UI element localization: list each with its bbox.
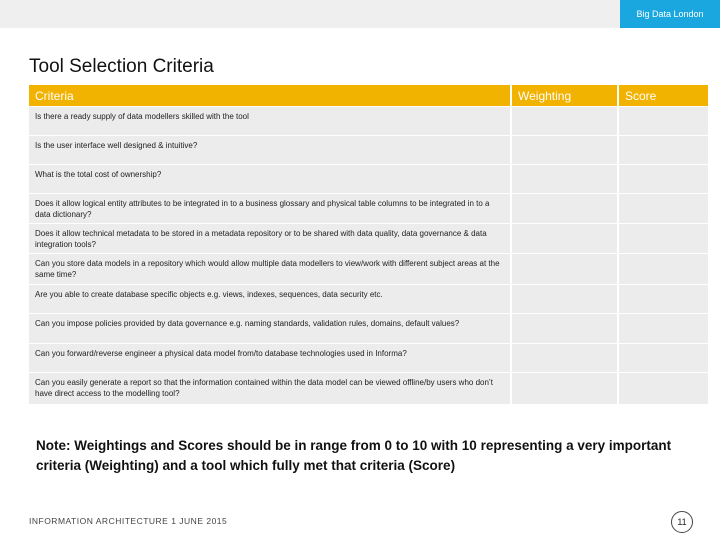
criteria-cell: Is the user interface well designed & intuitive? <box>29 135 510 164</box>
weighting-cell[interactable] <box>510 343 617 372</box>
score-cell[interactable] <box>617 372 708 404</box>
weighting-cell[interactable] <box>510 106 617 135</box>
weighting-cell[interactable] <box>510 284 617 313</box>
weighting-cell[interactable] <box>510 253 617 284</box>
criteria-cell: Does it allow logical entity attributes to be integrated in to a business glossary and physical table columns to be integrated in to a data dictionary? <box>29 193 510 223</box>
score-cell[interactable] <box>617 164 708 193</box>
criteria-cell: What is the total cost of ownership? <box>29 164 510 193</box>
criteria-cell: Can you store data models in a repository which would allow multiple data modellers to view/work with different subject areas at the same time? <box>29 253 510 284</box>
score-cell[interactable] <box>617 253 708 284</box>
score-cell[interactable] <box>617 193 708 223</box>
table-row <box>29 223 708 253</box>
criteria-cell: Are you able to create database specific objects e.g. views, indexes, sequences, data security etc. <box>29 284 510 313</box>
criteria-cell: Is there a ready supply of data modellers skilled with the tool <box>29 106 510 135</box>
weighting-cell[interactable] <box>510 372 617 404</box>
page-number: 11 <box>671 511 693 533</box>
header-weighting: Weighting <box>510 85 617 106</box>
score-cell[interactable] <box>617 284 708 313</box>
criteria-cell: Can you forward/reverse engineer a physical data model from/to database technologies used in Informa? <box>29 343 510 372</box>
criteria-cell: Can you easily generate a report so that the information contained within the data model can be viewed offline/by users who don’t have direct access to the modelling tool? <box>29 372 510 404</box>
note-text: Note: Weightings and Scores should be in range from 0 to 10 with 10 representing a very important criteria (Weighting) and a tool which fully met that criteria (Score) <box>36 438 672 473</box>
criteria-cell: Can you impose policies provided by data governance e.g. naming standards, validation rules, domains, default values? <box>29 313 510 343</box>
table-row <box>29 372 708 404</box>
score-cell[interactable] <box>617 135 708 164</box>
table-row <box>29 135 708 164</box>
table-row <box>29 284 708 313</box>
score-cell[interactable] <box>617 223 708 253</box>
table-row <box>29 106 708 135</box>
table-header-row <box>29 85 708 106</box>
table-row <box>29 193 708 223</box>
table-row <box>29 164 708 193</box>
weighting-cell[interactable] <box>510 135 617 164</box>
table-row <box>29 343 708 372</box>
brand-label: Big Data London <box>620 0 720 28</box>
slide-title: Tool Selection Criteria <box>29 56 214 77</box>
weighting-cell[interactable] <box>510 223 617 253</box>
criteria-table <box>29 85 708 404</box>
score-cell[interactable] <box>617 106 708 135</box>
score-cell[interactable] <box>617 313 708 343</box>
criteria-cell: Does it allow technical metadata to be stored in a metadata repository or to be shared with data quality, data governance & data integration tools? <box>29 223 510 253</box>
footer-text: INFORMATION ARCHITECTURE 1 JUNE 2015 <box>29 516 228 526</box>
top-bar <box>0 0 720 28</box>
header-criteria: Criteria <box>29 85 510 106</box>
score-cell[interactable] <box>617 343 708 372</box>
weighting-cell[interactable] <box>510 164 617 193</box>
weighting-cell[interactable] <box>510 193 617 223</box>
weighting-cell[interactable] <box>510 313 617 343</box>
table-row <box>29 313 708 343</box>
table-row <box>29 253 708 284</box>
header-score: Score <box>617 85 708 106</box>
